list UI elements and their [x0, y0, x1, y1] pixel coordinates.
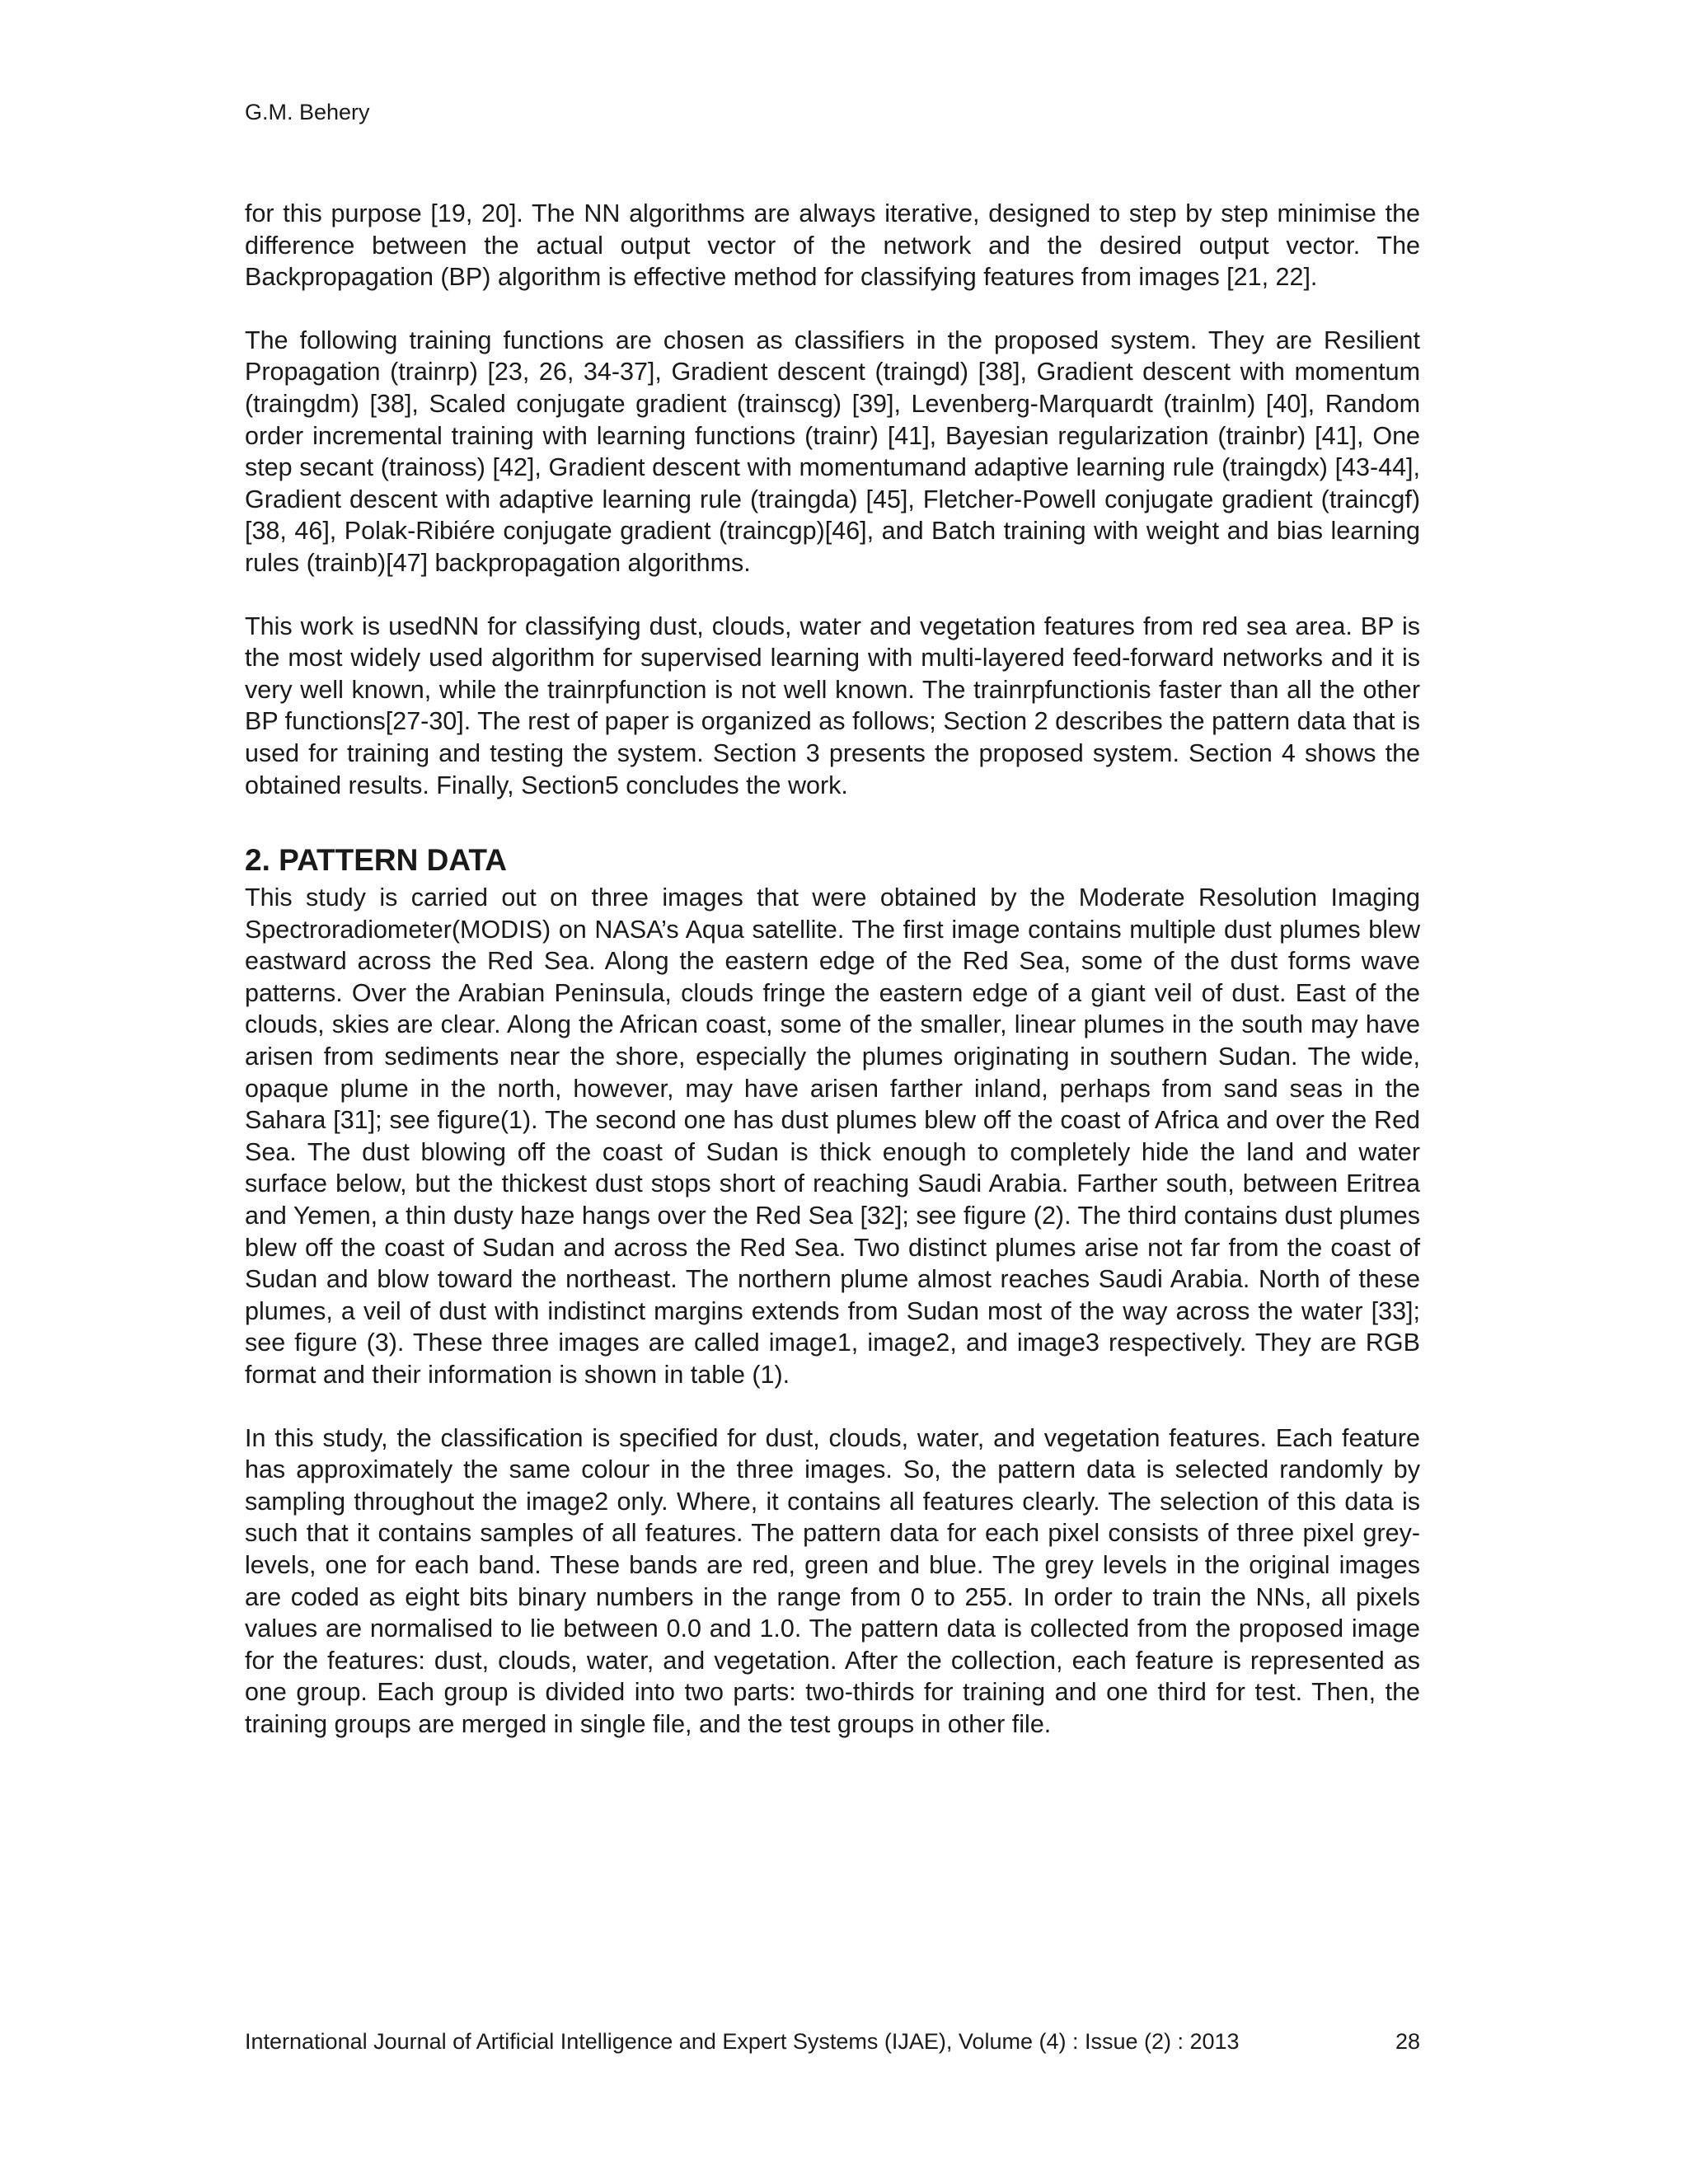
section-heading-pattern-data: 2. PATTERN DATA: [245, 843, 507, 878]
paragraph-pattern-data-classification: In this study, the classification is specified for dust, clouds, water, and vegetation features. Each feature has approximately the same colour in the three images. So, the pattern data is selected randomly by sampling throughout the image2 only. Where, it contains all features clearly. The selection of this data is such that it contains samples of all features. The pattern data for each pixel consists of three pixel grey-levels, one for each band. These bands are red, green and blue. The grey levels in the original images are coded as eight bits binary numbers in the range from 0 to 255. In order to train the NNs, all pixels values are normalised to lie between 0.0 and 1.0. The pattern data is collected from the proposed image for the features: dust, clouds, water, and vegetation. After the collection, each feature is represented as one group. Each group is divided into two parts: two-thirds for training and one third for test. Then, the training groups are merged in single file, and the test groups in other file.: [245, 1423, 1420, 1738]
paragraph-training-functions: The following training functions are chosen as classifiers in the proposed system. They are Resilient Propagation (trainrp) [23, 26, 34-37], Gradient descent (traingd) [38], Gradient descent with momentum (traingdm) [38], Scaled conjugate gradient (trainscg) [39], Levenberg-Marquardt (trainlm) [40], Random order incremental training with learning functions (trainr) [41], Bayesian regularization (trainbr) [41], One step secant (trainoss) [42], Gradient descent with momentumand adaptive learning rule (traingdx) [43-44], Gradient descent with adaptive learning rule (traingda) [45], Fletcher-Powell conjugate gradient (traincgf) [38, 46], Polak-Ribiére conjugate gradient (traincgp)[46], and Batch training with weight and bias learning rules (trainb)[47] backpropagation algorithms.: [245, 326, 1420, 577]
footer-journal-citation: International Journal of Artificial Intelligence and Expert Systems (IJAE), Volume (4) : Issue (2) : 2013: [245, 2029, 1240, 2054]
running-header-author: G.M. Behery: [245, 100, 370, 124]
paragraph-pattern-data-images: This study is carried out on three images that were obtained by the Moderate Resolution Imaging Spectroradiometer(MODIS) on NASA’s Aqua satellite. The first image contains multiple dust plumes blew eastward across the Red Sea. Along the eastern edge of the Red Sea, some of the dust forms wave patterns. Over the Arabian Peninsula, clouds fringe the eastern edge of a giant veil of dust. East of the clouds, skies are clear. Along the African coast, some of the smaller, linear plumes in the south may have arisen from sediments near the shore, especially the plumes originating in southern Sudan. The wide, opaque plume in the north, however, may have arisen farther inland, perhaps from sand seas in the Sahara [31]; see figure(1). The second one has dust plumes blew off the coast of Africa and over the Red Sea. The dust blowing off the coast of Sudan is thick enough to completely hide the land and water surface below, but the thickest dust stops short of reaching Saudi Arabia. Farther south, between Eritrea and Yemen, a thin dusty haze hangs over the Red Sea [32]; see figure (2). The third contains dust plumes blew off the coast of Sudan and across the Red Sea. Two distinct plumes arise not far from the coast of Sudan and blow toward the northeast. The northern plume almost reaches Saudi Arabia. North of these plumes, a veil of dust with indistinct margins extends from Sudan most of the way across the water [33]; see figure (3). These three images are called image1, image2, and image3 respectively. They are RGB format and their information is shown in table (1).: [245, 883, 1420, 1389]
running-footer: [245, 2027, 1420, 2056]
footer-page-number: 28: [1395, 2029, 1420, 2054]
body-column: [245, 198, 1420, 1741]
paragraph-work-overview: This work is usedNN for classifying dust, clouds, water and vegetation features from red sea area. BP is the most widely used algorithm for supervised learning with multi-layered feed-forward networks and it is very well known, while the trainrpfunction is not well known. The trainrpfunctionis faster than all the other BP functions[27-30]. The rest of paper is organized as follows; Section 2 describes the pattern data that is used for training and testing the system. Section 3 presents the proposed system. Section 4 shows the obtained results. Finally, Section5 concludes the work.: [245, 612, 1420, 799]
paragraph-intro-continuation: for this purpose [19, 20]. The NN algorithms are always iterative, designed to step by step minimise the difference between the actual output vector of the network and the desired output vector. The Backpropagation (BP) algorithm is effective method for classifying features from images [21, 22].: [245, 199, 1420, 292]
